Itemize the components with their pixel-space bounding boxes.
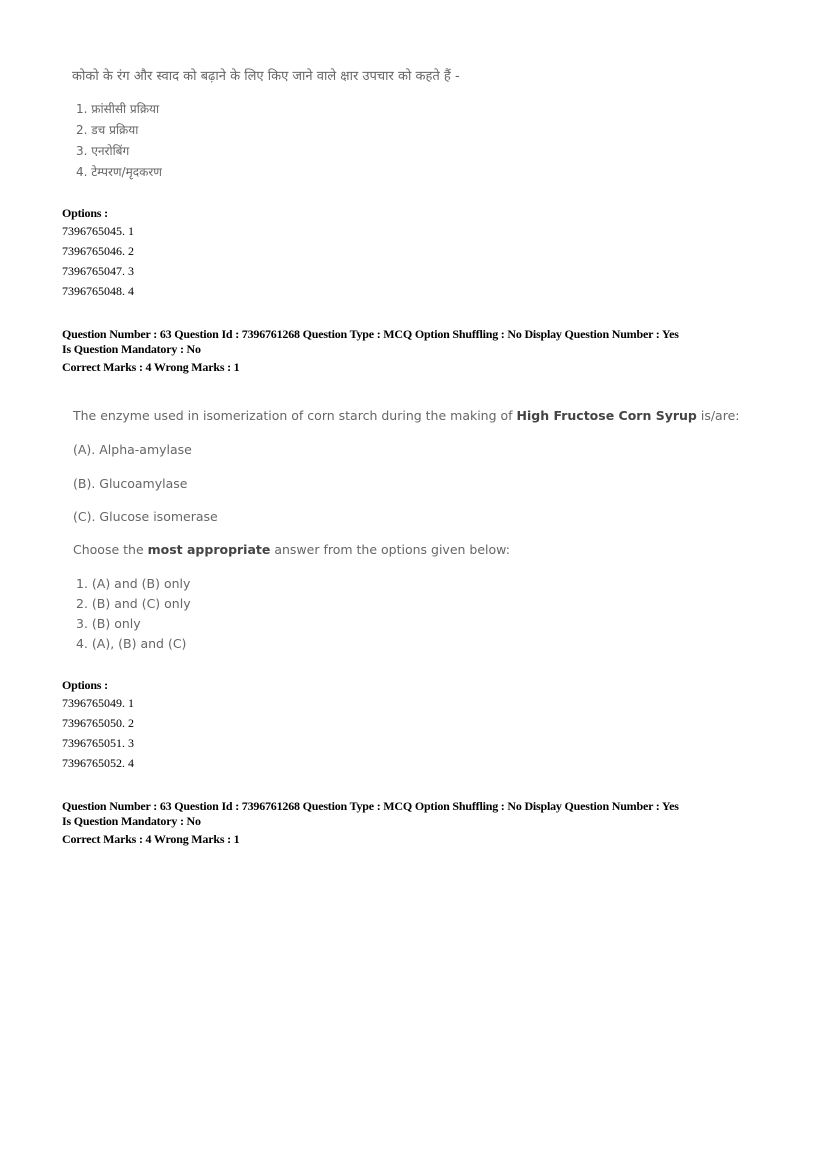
stem-bold: High Fructose Corn Syrup	[516, 408, 697, 423]
question-meta: Question Number : 63 Question Id : 7396761268 Question Type : MCQ Option Shuffling : No Display Question Number : Yes	[62, 327, 679, 341]
question-marks: Correct Marks : 4 Wrong Marks : 1	[62, 360, 240, 374]
choice: 1. फ्रांसीसी प्रक्रिया	[76, 102, 160, 116]
question-meta: Question Number : 63 Question Id : 7396761268 Question Type : MCQ Option Shuffling : No Display Question Number : Yes	[62, 799, 679, 813]
choice: 2. डच प्रक्रिया	[76, 123, 139, 137]
options-label: Options :	[62, 206, 108, 220]
option: 7396765045. 1	[62, 224, 134, 238]
item: (C). Glucose isomerase	[73, 509, 218, 524]
choice: 4. टेम्परण/मृदकरण	[76, 165, 162, 179]
choice: 3. (B) only	[76, 616, 141, 631]
question-stem	[73, 408, 740, 423]
choice: 2. (B) and (C) only	[76, 596, 191, 611]
option: 7396765049. 1	[62, 696, 134, 710]
question-mandatory: Is Question Mandatory : No	[62, 814, 201, 828]
question-stem: कोको के रंग और स्वाद को बढ़ाने के लिए किए जाने वाले क्षार उपचार को कहते हैं -	[72, 69, 460, 84]
option: 7396765051. 3	[62, 736, 134, 750]
option: 7396765050. 2	[62, 716, 134, 730]
option: 7396765046. 2	[62, 244, 134, 258]
item: (B). Glucoamylase	[73, 476, 188, 491]
stem-text: The enzyme used in isomerization of corn starch during the making of	[73, 408, 517, 423]
instruction-text: answer from the options given below:	[270, 542, 510, 557]
instruction-text: Choose the	[73, 542, 148, 557]
choice: 4. (A), (B) and (C)	[76, 636, 187, 651]
options-label: Options :	[62, 678, 108, 692]
option: 7396765052. 4	[62, 756, 134, 770]
option: 7396765048. 4	[62, 284, 134, 298]
choice: 1. (A) and (B) only	[76, 576, 191, 591]
instruction-bold: most appropriate	[147, 542, 271, 557]
question-marks: Correct Marks : 4 Wrong Marks : 1	[62, 832, 240, 846]
stem-text: is/are:	[696, 408, 740, 423]
item: (A). Alpha-amylase	[73, 442, 192, 457]
choice: 3. एनरोबिंग	[76, 144, 130, 158]
instruction	[73, 542, 510, 557]
question-mandatory: Is Question Mandatory : No	[62, 342, 201, 356]
option: 7396765047. 3	[62, 264, 134, 278]
